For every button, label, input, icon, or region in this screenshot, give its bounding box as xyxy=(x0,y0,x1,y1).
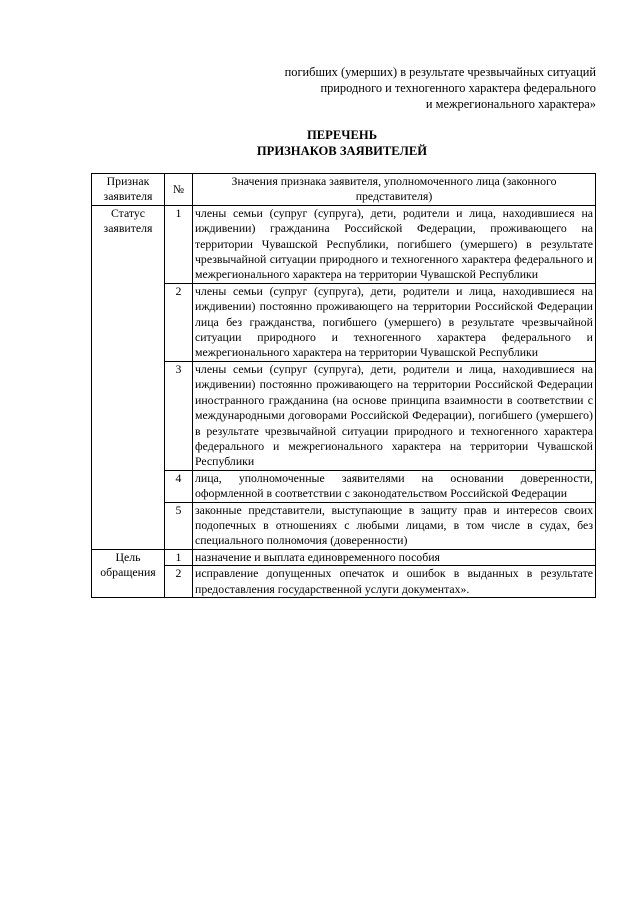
table-row xyxy=(92,283,596,361)
table-row xyxy=(92,502,596,549)
title-line-1: ПЕРЕЧЕНЬ xyxy=(306,128,378,142)
sign-value: члены семьи (супруг (супруга), дети, родители и лица, находившиеся на иждивении) постоянно проживающего на территории Российской Федерации лица без гражданства, погибшего (умершего) в результате чрезвычайной ситуации природного и техногенного характера федерального и межрегионального характера на территории Чувашской Республики xyxy=(193,283,596,361)
sign-value: лица, уполномоченные заявителями на основании доверенности, оформленной в соответствии с законодательством Российской Федерации xyxy=(193,470,596,502)
row-number: 1 xyxy=(165,549,193,565)
table-row xyxy=(92,470,596,502)
column-header-value: Значения признака заявителя, уполномоченного лица (законного представителя) xyxy=(193,174,596,206)
sign-value: законные представители, выступающие в защиту прав и интересов своих подопечных в отношениях с любыми лицами, в том числе в судах, без специального полномочия (доверенности) xyxy=(193,502,596,549)
sign-cell-purpose: Цель обращения xyxy=(92,549,165,597)
row-number: 1 xyxy=(165,205,193,283)
table-row xyxy=(92,549,596,565)
title-line-2: ПРИЗНАКОВ ЗАЯВИТЕЛЕЙ xyxy=(256,144,428,158)
row-number: 4 xyxy=(165,470,193,502)
sign-value: члены семьи (супруг (супруга), дети, родители и лица, находившиеся на иждивении) постоянно проживающего на территории Российской Федерации иностранного гражданина (на основе принципа взаимности в соответствии с международными договорами Российской Федерации), погибшего (умершего) в результате чрезвычайной ситуации природного и техногенного характера федерального и межрегионального характера на территории Чувашской Республики xyxy=(193,361,596,470)
document-title xyxy=(92,127,592,159)
header-line: и межрегионального характера» xyxy=(425,97,596,111)
row-number: 2 xyxy=(165,566,193,598)
header-line: природного и техногенного характера федерального xyxy=(320,81,596,95)
row-number: 2 xyxy=(165,283,193,361)
sign-value: члены семьи (супруг (супруга), дети, родители и лица, находившиеся на иждивении) гражданина Российской Федерации, проживающего на территории Чувашской Республики, погибшего (умершего) в результате чрезвычайной ситуации природного и техногенного характера федерального и межрегионального характера на территории Чувашской Республики xyxy=(193,205,596,283)
document-header xyxy=(240,64,596,112)
sign-cell-status: Статус заявителя xyxy=(92,205,165,549)
table-header-row xyxy=(92,174,596,206)
column-header-number: № xyxy=(165,174,193,206)
applicant-signs-table xyxy=(91,173,596,598)
row-number: 5 xyxy=(165,502,193,549)
row-number: 3 xyxy=(165,361,193,470)
table-row xyxy=(92,205,596,283)
header-line: погибших (умерших) в результате чрезвычайных ситуаций xyxy=(284,65,596,79)
table-row xyxy=(92,361,596,470)
sign-value: исправление допущенных опечаток и ошибок в выданных в результате предоставления государственной услуги документах». xyxy=(193,566,596,598)
table-row xyxy=(92,566,596,598)
column-header-sign: Признак заявителя xyxy=(92,174,165,206)
sign-value: назначение и выплата единовременного пособия xyxy=(193,549,596,565)
